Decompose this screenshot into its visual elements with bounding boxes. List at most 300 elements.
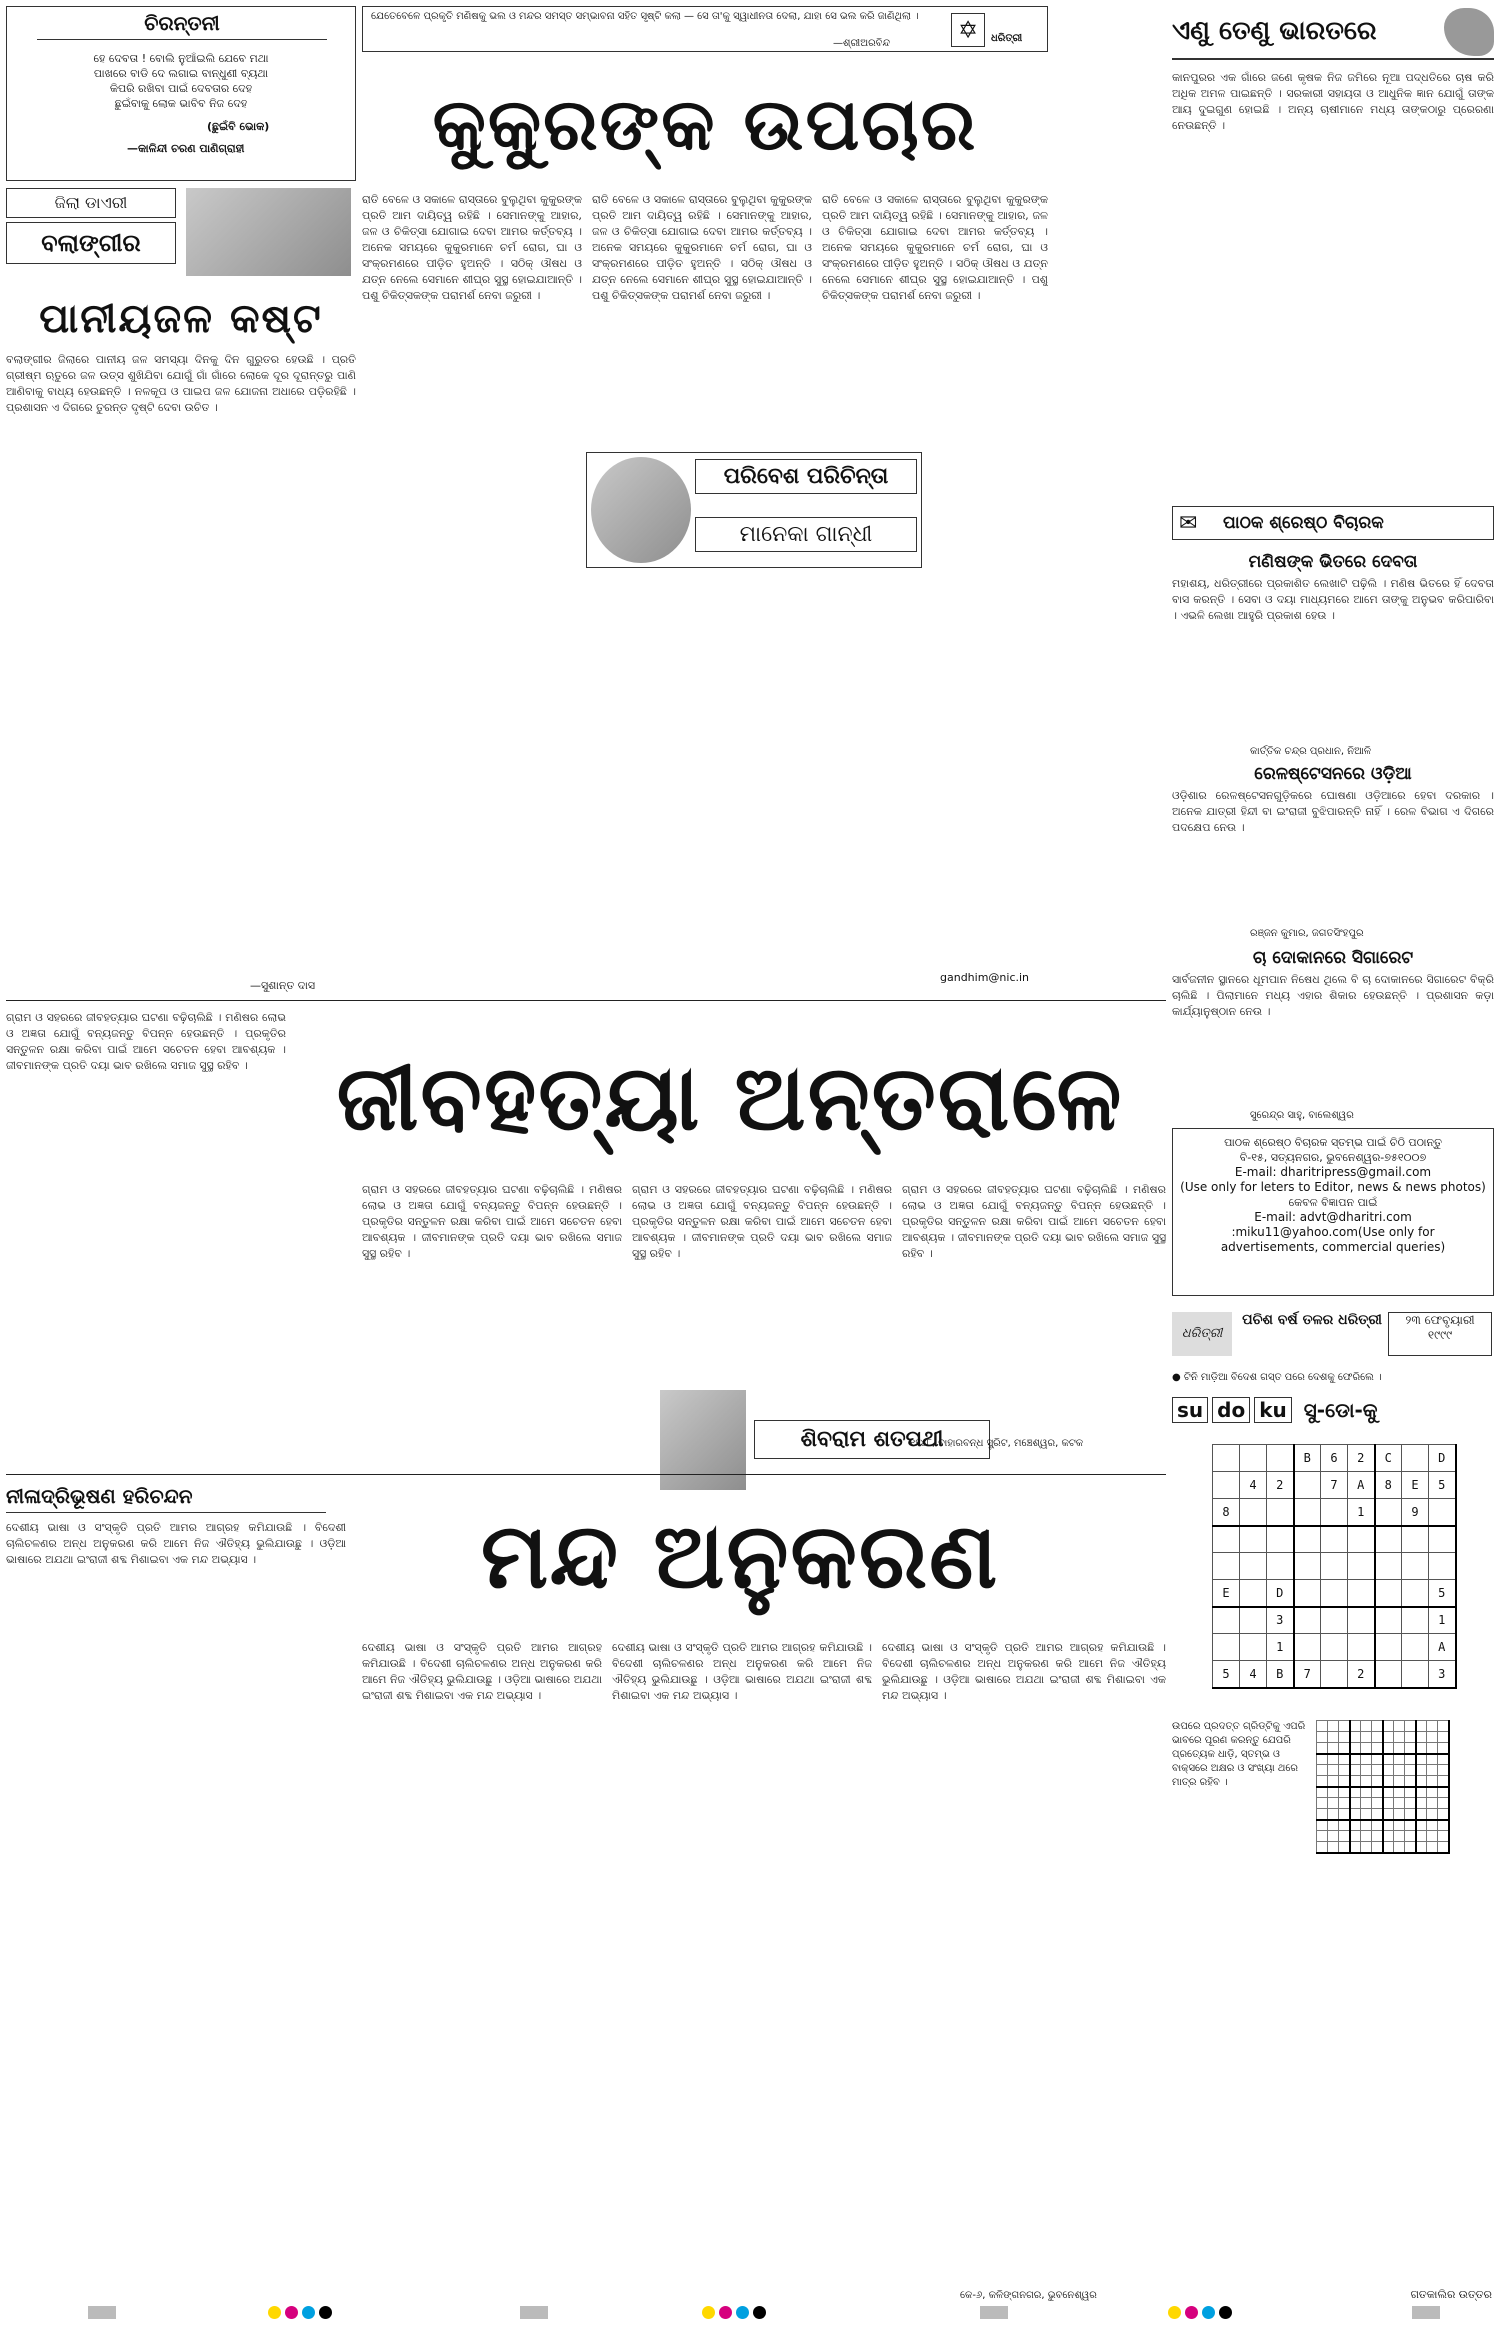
- author-photo: [591, 457, 691, 563]
- answer-cell: [1405, 1842, 1416, 1853]
- answer-cell: [1350, 1820, 1361, 1831]
- answer-cell: [1350, 1787, 1361, 1798]
- answer-cell: [1416, 1831, 1427, 1842]
- contact-line: କେବଳ ବିଜ୍ଞାପନ ପାଇଁ: [1288, 1196, 1378, 1209]
- readers-header-label: ପାଠକ ଶ୍ରେଷ୍ଠ ବିଚାରକ: [1223, 513, 1384, 533]
- sudoku-cell[interactable]: [1294, 1499, 1321, 1526]
- letter-byline: ରଞ୍ଜନ କୁମାର, ଜଗତସିଂହପୁର: [1250, 928, 1364, 939]
- star-logo-icon: ✡: [951, 13, 985, 47]
- answer-cell: [1427, 1820, 1438, 1831]
- answer-cell: [1361, 1732, 1372, 1743]
- sudoku-title-or: ସୁ-ଡୋ-କୁ: [1303, 1398, 1378, 1422]
- answer-cell: [1361, 1831, 1372, 1842]
- contact-email[interactable]: E-mail: advt@dharitri.com: [1254, 1210, 1412, 1224]
- answer-cell: [1350, 1798, 1361, 1809]
- answer-cell: [1361, 1754, 1372, 1765]
- answer-cell: [1405, 1765, 1416, 1776]
- answer-cell: [1339, 1820, 1350, 1831]
- sudoku-cell[interactable]: [1402, 1553, 1429, 1580]
- sudoku-cell[interactable]: [1348, 1634, 1375, 1661]
- answer-cell: [1427, 1732, 1438, 1743]
- sudoku-cell[interactable]: [1402, 1526, 1429, 1553]
- sudoku-cell[interactable]: 1: [1348, 1499, 1375, 1526]
- sudoku-cell[interactable]: [1267, 1499, 1294, 1526]
- answer-cell: [1416, 1765, 1427, 1776]
- sudoku-cell[interactable]: [1240, 1499, 1267, 1526]
- sudoku-cell[interactable]: [1375, 1634, 1402, 1661]
- sudoku-cell[interactable]: [1294, 1472, 1321, 1499]
- imitation-body: ଦେଶୀୟ ଭାଷା ଓ ସଂସ୍କୃତି ପ୍ରତି ଆମର ଆଗ୍ରହ କମିଯାଉଛି । ବିଦେଶୀ ଚାଲିଚଳଣର ଅନ୍ଧ ଅନୁକରଣ କରି ଆମେ ନିଜ ଐତିହ୍ୟ ଭୁଲିଯାଉଛୁ । ଓଡ଼ିଆ ଭାଷାରେ ଅଯଥା ଇଂରାଜୀ ଶବ୍ଦ ମିଶାଇବା ଏକ ମନ୍ଦ ଅଭ୍ୟାସ ।: [6, 1521, 346, 1566]
- imitation-body: ଦେଶୀୟ ଭାଷା ଓ ସଂସ୍କୃତି ପ୍ରତି ଆମର ଆଗ୍ରହ କମିଯାଉଛି । ବିଦେଶୀ ଚାଲିଚଳଣର ଅନ୍ଧ ଅନୁକରଣ କରି ଆମେ ନିଜ ଐତିହ୍ୟ ଭୁଲିଯାଉଛୁ । ଓଡ଼ିଆ ଭାଷାରେ ଅଯଥା ଇଂରାଜୀ ଶବ୍ଦ ମିଶାଇବା ଏକ ମନ୍ଦ ଅଭ୍ୟାସ ।: [882, 1641, 1166, 1702]
- answer-cell: [1339, 1831, 1350, 1842]
- answer-cell: [1328, 1820, 1339, 1831]
- sudoku-cell[interactable]: [1240, 1634, 1267, 1661]
- answer-cell: [1383, 1809, 1394, 1820]
- chirantani-author: —କାଳିନ୍ଦୀ ଚରଣ ପାଣିଗ୍ରାହୀ: [127, 142, 245, 155]
- answer-cell: [1438, 1809, 1449, 1820]
- sudoku-cell[interactable]: [1321, 1607, 1348, 1634]
- answer-cell: [1317, 1721, 1328, 1732]
- sudoku-cell[interactable]: [1321, 1634, 1348, 1661]
- sudoku-cell[interactable]: [1213, 1472, 1240, 1499]
- dog-article-body-mid: ରାତି ବେଳେ ଓ ସକାଳେ ରାସ୍ତାରେ ବୁଲୁଥିବା କୁକୁରଙ୍କ ପ୍ରତି ଆମ ଦାୟିତ୍ୱ ରହିଛି । ସେମାନଙ୍କୁ ଆହାର, ଜଳ ଓ ଚିକିତ୍ସା ଯୋଗାଇ ଦେବା ଆମର କର୍ତ୍ତବ୍ୟ । ଅନେକ ସମୟରେ କୁକୁରମାନେ ଚର୍ମ ରୋଗ, ଘା ଓ ସଂକ୍ରମଣରେ ପୀଡ଼ିତ ହୁଅନ୍ତି । ସଠିକ୍ ଔଷଧ ଓ ଯତ୍ନ ନେଲେ ସେମାନେ ଶୀଘ୍ର ସୁସ୍ଥ ହୋଇଯାଆନ୍ତି । ପଶୁ ଚିକିତ୍ସକଙ୍କ ପରାମର୍ଶ ନେବା ଜରୁରୀ ।: [592, 193, 812, 302]
- imitation-article-title: ମନ୍ଦ ଅନୁକରଣ: [480, 1504, 1000, 1609]
- answer-cell: [1416, 1721, 1427, 1732]
- sudoku-cell[interactable]: [1375, 1526, 1402, 1553]
- answer-cell: [1405, 1743, 1416, 1754]
- answer-cell: [1394, 1820, 1405, 1831]
- answer-cell: [1350, 1776, 1361, 1787]
- sudoku-cell[interactable]: [1375, 1661, 1402, 1688]
- archive-title: ପଚିଶ ବର୍ଷ ତଳର ଧରିତ୍ରୀ: [1242, 1312, 1382, 1328]
- answer-cell: [1427, 1831, 1438, 1842]
- answer-cell: [1339, 1765, 1350, 1776]
- answer-cell: [1427, 1776, 1438, 1787]
- answer-cell: [1317, 1754, 1328, 1765]
- sudoku-cell[interactable]: 5: [1429, 1580, 1456, 1607]
- sudoku-cell[interactable]: [1267, 1445, 1294, 1472]
- answer-cell: [1328, 1787, 1339, 1798]
- answer-cell: [1328, 1842, 1339, 1853]
- sudoku-cell[interactable]: [1348, 1526, 1375, 1553]
- sudoku-cell[interactable]: [1402, 1634, 1429, 1661]
- answer-cell: [1328, 1809, 1339, 1820]
- sudoku-cell[interactable]: 7: [1321, 1472, 1348, 1499]
- letter-body: ଓଡ଼ିଶାର ରେଳଷ୍ଟେସନଗୁଡ଼ିକରେ ଘୋଷଣା ଓଡ଼ିଆରେ ହେବା ଦରକାର । ଅନେକ ଯାତ୍ରୀ ହିନ୍ଦୀ ବା ଇଂରାଜୀ ବୁଝିପାରନ୍ତି ନାହିଁ । ରେଳ ବିଭାଗ ଏ ଦିଗରେ ପଦକ୍ଷେପ ନେଉ ।: [1172, 789, 1494, 834]
- print-mark: [520, 2306, 548, 2319]
- sudoku-cell[interactable]: [1294, 1634, 1321, 1661]
- answer-cell: [1361, 1765, 1372, 1776]
- column-label: ପରିବେଶ ପରିଚିନ୍ତା: [695, 459, 917, 494]
- answer-cell: [1394, 1732, 1405, 1743]
- color-registration-mark: [268, 2306, 332, 2319]
- answer-cell: [1383, 1842, 1394, 1853]
- sudoku-cell[interactable]: E: [1213, 1580, 1240, 1607]
- answer-cell: [1438, 1732, 1449, 1743]
- answer-cell: [1394, 1765, 1405, 1776]
- answer-cell: [1339, 1743, 1350, 1754]
- life-article-byline: ୧୨୪୮, ବାହାରବନ୍ଧ ସ୍ଟ୍ରିଟ, ମଞ୍ଚେଶ୍ୱର, କଟକ: [910, 1438, 1084, 1449]
- answer-cell: [1427, 1787, 1438, 1798]
- answer-cell: [1405, 1787, 1416, 1798]
- answer-cell: [1405, 1831, 1416, 1842]
- national-news-title: ଏଣୁ ତେଣୁ ଭାରତରେ: [1172, 16, 1377, 46]
- sudoku-cell[interactable]: [1321, 1580, 1348, 1607]
- sudoku-cell[interactable]: E: [1402, 1472, 1429, 1499]
- sudoku-title-part: su: [1172, 1397, 1208, 1423]
- sudoku-cell[interactable]: [1402, 1445, 1429, 1472]
- answer-cell: [1383, 1765, 1394, 1776]
- answer-cell: [1361, 1787, 1372, 1798]
- answer-cell: [1438, 1776, 1449, 1787]
- letter-title: ମଣିଷଙ୍କ ଭିତରେ ଦେବତା: [1248, 552, 1418, 572]
- sudoku-cell[interactable]: [1213, 1634, 1240, 1661]
- water-article-title: ପାନୀୟଜଳ କଷ୍ଟ: [39, 296, 323, 342]
- answer-cell: [1328, 1754, 1339, 1765]
- answer-cell: [1350, 1754, 1361, 1765]
- answer-cell: [1372, 1754, 1383, 1765]
- answer-cell: [1350, 1765, 1361, 1776]
- answer-cell: [1427, 1842, 1438, 1853]
- answer-cell: [1427, 1765, 1438, 1776]
- letter-body: ସାର୍ବଜନୀନ ସ୍ଥାନରେ ଧୂମପାନ ନିଷେଧ ଥିଲେ ବି ଚା ଦୋକାନରେ ସିଗାରେଟ ବିକ୍ରି ଚାଲିଛି । ପିଲାମାନେ ମଧ୍ୟ ଏହାର ଶିକାର ହେଉଛନ୍ତି । ପ୍ରଶାସନ କଡ଼ା କାର୍ଯ୍ୟାନୁଷ୍ଠାନ ନେଉ ।: [1172, 973, 1494, 1018]
- answer-cell: [1372, 1787, 1383, 1798]
- contact-box: [1172, 1128, 1494, 1296]
- answer-cell: [1427, 1809, 1438, 1820]
- sudoku-cell[interactable]: 4: [1240, 1472, 1267, 1499]
- answer-cell: [1328, 1798, 1339, 1809]
- district-photo: [186, 188, 351, 276]
- answer-cell: [1394, 1798, 1405, 1809]
- sudoku-cell[interactable]: [1348, 1607, 1375, 1634]
- sudoku-cell[interactable]: [1348, 1580, 1375, 1607]
- sudoku-cell[interactable]: 8: [1213, 1499, 1240, 1526]
- answer-cell: [1427, 1721, 1438, 1732]
- answer-cell: [1339, 1809, 1350, 1820]
- answer-cell: [1328, 1732, 1339, 1743]
- sudoku-cell[interactable]: [1429, 1526, 1456, 1553]
- answer-cell: [1317, 1787, 1328, 1798]
- answer-cell: [1372, 1765, 1383, 1776]
- sudoku-title-part: ku: [1254, 1397, 1292, 1423]
- sudoku-cell[interactable]: [1240, 1526, 1267, 1553]
- life-article-title: ଜୀବହତ୍ୟା ଅନ୍ତରାଳେ: [336, 1046, 1124, 1151]
- sudoku-cell[interactable]: 8: [1375, 1472, 1402, 1499]
- sudoku-cell[interactable]: [1240, 1607, 1267, 1634]
- life-article-body: ଗ୍ରାମ ଓ ସହରରେ ଜୀବହତ୍ୟାର ଘଟଣା ବଢ଼ିଚାଲିଛି । ମଣିଷର ଲୋଭ ଓ ଅଜ୍ଞତା ଯୋଗୁଁ ବନ୍ୟଜନ୍ତୁ ବିପନ୍ନ ହେଉଛନ୍ତି । ପ୍ରକୃତିର ସନ୍ତୁଳନ ରକ୍ଷା କରିବା ପାଇଁ ଆମେ ସଚେତନ ହେବା ଆବଶ୍ୟକ । ଜୀବମାନଙ୍କ ପ୍ରତି ଦୟା ଭାବ ରଖିଲେ ସମାଜ ସୁସ୍ଥ ରହିବ ।: [902, 1183, 1166, 1260]
- sudoku-cell[interactable]: [1321, 1526, 1348, 1553]
- sudoku-cell[interactable]: 5: [1429, 1472, 1456, 1499]
- answer-cell: [1416, 1743, 1427, 1754]
- sudoku-cell[interactable]: [1402, 1580, 1429, 1607]
- sudoku-cell[interactable]: 2: [1267, 1472, 1294, 1499]
- answer-cell: [1394, 1787, 1405, 1798]
- chirantani-box: [6, 6, 356, 181]
- archive-box: [1172, 1302, 1494, 1366]
- answer-cell: [1339, 1798, 1350, 1809]
- author-name: ମାନେକା ଗାନ୍ଧୀ: [695, 517, 917, 552]
- sudoku-answer-grid: [1316, 1720, 1450, 1854]
- answer-cell: [1339, 1732, 1350, 1743]
- sudoku-cell[interactable]: D: [1429, 1445, 1456, 1472]
- sudoku-cell[interactable]: [1348, 1553, 1375, 1580]
- sudoku-cell[interactable]: [1294, 1607, 1321, 1634]
- answer-cell: [1317, 1842, 1328, 1853]
- answer-cell: [1350, 1809, 1361, 1820]
- dog-article-body-left: ରାତି ବେଳେ ଓ ସକାଳେ ରାସ୍ତାରେ ବୁଲୁଥିବା କୁକୁରଙ୍କ ପ୍ରତି ଆମ ଦାୟିତ୍ୱ ରହିଛି । ସେମାନଙ୍କୁ ଆହାର, ଜଳ ଓ ଚିକିତ୍ସା ଯୋଗାଇ ଦେବା ଆମର କର୍ତ୍ତବ୍ୟ । ଅନେକ ସମୟରେ କୁକୁରମାନେ ଚର୍ମ ରୋଗ, ଘା ଓ ସଂକ୍ରମଣରେ ପୀଡ଼ିତ ହୁଅନ୍ତି । ସଠିକ୍ ଔଷଧ ଓ ଯତ୍ନ ନେଲେ ସେମାନେ ଶୀଘ୍ର ସୁସ୍ଥ ହୋଇଯାଆନ୍ତି । ପଶୁ ଚିକିତ୍ସକଙ୍କ ପରାମର୍ଶ ନେବା ଜରୁରୀ ।: [362, 193, 582, 302]
- answer-cell: [1361, 1776, 1372, 1787]
- chirantani-title: ଚିରନ୍ତନୀ: [37, 11, 327, 40]
- contact-note: advertisements, commercial queries): [1220, 1240, 1446, 1254]
- dog-article-body-right: ରାତି ବେଳେ ଓ ସକାଳେ ରାସ୍ତାରେ ବୁଲୁଥିବା କୁକୁରଙ୍କ ପ୍ରତି ଆମ ଦାୟିତ୍ୱ ରହିଛି । ସେମାନଙ୍କୁ ଆହାର, ଜଳ ଓ ଚିକିତ୍ସା ଯୋଗାଇ ଦେବା ଆମର କର୍ତ୍ତବ୍ୟ । ଅନେକ ସମୟରେ କୁକୁରମାନେ ଚର୍ମ ରୋଗ, ଘା ଓ ସଂକ୍ରମଣରେ ପୀଡ଼ିତ ହୁଅନ୍ତି । ସଠିକ୍ ଔଷଧ ଓ ଯତ୍ନ ନେଲେ ସେମାନେ ଶୀଘ୍ର ସୁସ୍ଥ ହୋଇଯାଆନ୍ତି । ପଶୁ ଚିକିତ୍ସକଙ୍କ ପରାମର୍ଶ ନେବା ଜରୁରୀ ।: [822, 193, 1048, 302]
- answer-cell: [1416, 1809, 1427, 1820]
- answer-cell: [1416, 1798, 1427, 1809]
- answer-cell: [1416, 1754, 1427, 1765]
- answer-cell: [1394, 1754, 1405, 1765]
- archive-label: ଧରିତ୍ରୀ: [1172, 1312, 1232, 1356]
- answer-cell: [1328, 1776, 1339, 1787]
- answer-cell: [1317, 1776, 1328, 1787]
- sudoku-cell[interactable]: [1294, 1553, 1321, 1580]
- answer-cell: [1394, 1842, 1405, 1853]
- readers-header: [1172, 506, 1494, 540]
- answer-cell: [1383, 1721, 1394, 1732]
- india-map-icon: [1444, 8, 1494, 56]
- contact-line: ବି-୧୫, ସତ୍ୟନଗର, ଭୁବନେଶ୍ୱର-୭୫୧୦୦୭: [1239, 1151, 1427, 1164]
- answer-cell: [1405, 1754, 1416, 1765]
- sudoku-cell[interactable]: 4: [1240, 1661, 1267, 1688]
- answer-cell: [1405, 1776, 1416, 1787]
- life-article-body-left: ଗ୍ରାମ ଓ ସହରରେ ଜୀବହତ୍ୟାର ଘଟଣା ବଢ଼ିଚାଲିଛି । ମଣିଷର ଲୋଭ ଓ ଅଜ୍ଞତା ଯୋଗୁଁ ବନ୍ୟଜନ୍ତୁ ବିପନ୍ନ ହେଉଛନ୍ତି । ପ୍ରକୃତିର ସନ୍ତୁଳନ ରକ୍ଷା କରିବା ପାଇଁ ଆମେ ସଚେତନ ହେବା ଆବଶ୍ୟକ । ଜୀବମାନଙ୍କ ପ୍ରତି ଦୟା ଭାବ ରଖିଲେ ସମାଜ ସୁସ୍ଥ ରହିବ ।: [6, 1011, 286, 1072]
- answer-cell: [1394, 1831, 1405, 1842]
- archive-year: ୧୯୯୯: [1427, 1328, 1453, 1342]
- sudoku-cell[interactable]: 1: [1267, 1634, 1294, 1661]
- answer-cell: [1427, 1743, 1438, 1754]
- sudoku-cell[interactable]: [1375, 1499, 1402, 1526]
- dog-author-email[interactable]: gandhim@nic.in: [940, 971, 1030, 984]
- chirantani-line: କିପରି ରଖିବା ପାଇଁ ଦେବତାର ଦେହ: [109, 82, 253, 95]
- sudoku-cell[interactable]: [1321, 1661, 1348, 1688]
- envelope-icon: ✉: [1179, 511, 1198, 536]
- sudoku-cell[interactable]: C: [1375, 1445, 1402, 1472]
- answer-cell: [1328, 1765, 1339, 1776]
- archive-item: ● ଟିନି ମାଡ଼ିଆ ବିଦେଶ ଗସ୍ତ ପରେ ଦେଶକୁ ଫେରିଲେ ।: [1172, 1372, 1382, 1383]
- archive-date: ୨୩ ଫେବୃୟାରୀ: [1405, 1313, 1475, 1327]
- sudoku-cell[interactable]: B: [1267, 1661, 1294, 1688]
- sudoku-cell[interactable]: 3: [1267, 1607, 1294, 1634]
- answer-cell: [1372, 1820, 1383, 1831]
- answer-cell: [1372, 1743, 1383, 1754]
- print-mark: [980, 2306, 1008, 2319]
- sudoku-cell[interactable]: [1402, 1607, 1429, 1634]
- print-mark: [88, 2306, 116, 2319]
- answer-cell: [1394, 1721, 1405, 1732]
- answer-cell: [1372, 1776, 1383, 1787]
- answer-cell: [1438, 1721, 1449, 1732]
- sudoku-cell[interactable]: [1213, 1607, 1240, 1634]
- answer-cell: [1317, 1809, 1328, 1820]
- contact-email[interactable]: E-mail: dharitripress@gmail.com: [1234, 1165, 1432, 1179]
- color-registration-mark: [702, 2306, 766, 2319]
- chirantani-note: (ଛୁଇଁବି ଭୋକ): [207, 120, 270, 133]
- answer-cell: [1383, 1732, 1394, 1743]
- answer-cell: [1339, 1721, 1350, 1732]
- sudoku-cell[interactable]: [1429, 1553, 1456, 1580]
- answer-cell: [1383, 1743, 1394, 1754]
- sudoku-cell[interactable]: [1267, 1526, 1294, 1553]
- column-label-box: [586, 452, 922, 568]
- water-article-byline: —ସୁଶାନ୍ତ ଦାସ: [250, 979, 316, 992]
- answer-cell: [1416, 1732, 1427, 1743]
- sudoku-cell[interactable]: 5: [1213, 1661, 1240, 1688]
- sudoku-cell[interactable]: [1375, 1580, 1402, 1607]
- sudoku-title-part: do: [1212, 1397, 1250, 1423]
- letter-byline: ସୁରେନ୍ଦ୍ର ସାହୁ, ବାଲେଶ୍ୱର: [1250, 1110, 1354, 1121]
- letter-title: ରେଳଷ୍ଟେସନରେ ଓଡ଼ିଆ: [1254, 764, 1412, 784]
- answer-cell: [1405, 1820, 1416, 1831]
- contact-email[interactable]: :miku11@yahoo.com(Use only for: [1231, 1225, 1435, 1239]
- answer-cell: [1405, 1721, 1416, 1732]
- contact-note: (Use only for leters to Editor, news & news photos): [1180, 1180, 1486, 1194]
- masthead-quote-author: —ଶ୍ରୀଅରବିନ୍ଦ: [833, 38, 891, 49]
- sudoku-cell[interactable]: B: [1294, 1445, 1321, 1472]
- sudoku-cell[interactable]: [1402, 1661, 1429, 1688]
- answer-cell: [1383, 1787, 1394, 1798]
- letter-title: ଚା ଦୋକାନରେ ସିଗାରେଟ: [1252, 948, 1414, 968]
- answer-cell: [1383, 1754, 1394, 1765]
- sudoku-cell[interactable]: [1375, 1553, 1402, 1580]
- chirantani-line: ହେ ଦେବତା ! ବୋଲି ନୁଆଁଇଲି ଯେବେ ମଥା: [93, 52, 269, 65]
- answer-cell: [1317, 1765, 1328, 1776]
- sudoku-cell[interactable]: D: [1267, 1580, 1294, 1607]
- district-diary-label: ଜିଲା ଡାଏରୀ: [6, 188, 176, 218]
- answer-cell: [1361, 1798, 1372, 1809]
- sudoku-cell[interactable]: [1321, 1553, 1348, 1580]
- imitation-body: ଦେଶୀୟ ଭାଷା ଓ ସଂସ୍କୃତି ପ୍ରତି ଆମର ଆଗ୍ରହ କମିଯାଉଛି । ବିଦେଶୀ ଚାଲିଚଳଣର ଅନ୍ଧ ଅନୁକରଣ କରି ଆମେ ନିଜ ଐତିହ୍ୟ ଭୁଲିଯାଉଛୁ । ଓଡ଼ିଆ ଭାଷାରେ ଅଯଥା ଇଂରାଜୀ ଶବ୍ଦ ମିଶାଇବା ଏକ ମନ୍ଦ ଅଭ୍ୟାସ ।: [362, 1641, 602, 1702]
- answer-cell: [1339, 1842, 1350, 1853]
- answer-cell: [1394, 1809, 1405, 1820]
- sudoku-cell[interactable]: 1: [1429, 1607, 1456, 1634]
- answer-cell: [1350, 1842, 1361, 1853]
- answer-cell: [1438, 1842, 1449, 1853]
- sudoku-cell[interactable]: [1240, 1445, 1267, 1472]
- answer-cell: [1317, 1820, 1328, 1831]
- answer-cell: [1317, 1732, 1328, 1743]
- dog-article-title: କୁକୁରଙ୍କ ଉପଚାର: [432, 82, 978, 166]
- answer-cell: [1317, 1798, 1328, 1809]
- sudoku-cell[interactable]: 3: [1429, 1661, 1456, 1688]
- answer-cell: [1328, 1831, 1339, 1842]
- answer-cell: [1416, 1787, 1427, 1798]
- answer-cell: [1438, 1798, 1449, 1809]
- answer-cell: [1438, 1787, 1449, 1798]
- sudoku-cell[interactable]: 2: [1348, 1661, 1375, 1688]
- answer-cell: [1350, 1721, 1361, 1732]
- sudoku-cell[interactable]: 6: [1321, 1445, 1348, 1472]
- answer-cell: [1372, 1809, 1383, 1820]
- answer-cell: [1405, 1732, 1416, 1743]
- life-author-name: ଶିବରାମ ଶତପଥୀ: [754, 1420, 990, 1459]
- print-mark: [1412, 2306, 1440, 2319]
- water-article-body: ବଲାଙ୍ଗୀର ଜିଲାରେ ପାନୀୟ ଜଳ ସମସ୍ୟା ଦିନକୁ ଦିନ ଗୁରୁତର ହେଉଛି । ପ୍ରତି ଗ୍ରୀଷ୍ମ ଋତୁରେ ଜଳ ଉତ୍ସ ଶୁଖିଯିବା ଯୋଗୁଁ ଗାଁ ଗାଁରେ ଲୋକେ ଦୂର ଦୂରାନ୍ତରୁ ପାଣି ଆଣିବାକୁ ବାଧ୍ୟ ହେଉଛନ୍ତି । ନଳକୂପ ଓ ପାଇପ ଜଳ ଯୋଜନା ଅଧାରେ ପଡ଼ିରହିଛି । ପ୍ରଶାସନ ଏ ଦିଗରେ ତୁରନ୍ତ ଦୃଷ୍ଟି ଦେବା ଉଚିତ ।: [6, 353, 356, 414]
- answer-cell: [1361, 1743, 1372, 1754]
- life-article-body: ଗ୍ରାମ ଓ ସହରରେ ଜୀବହତ୍ୟାର ଘଟଣା ବଢ଼ିଚାଲିଛି । ମଣିଷର ଲୋଭ ଓ ଅଜ୍ଞତା ଯୋଗୁଁ ବନ୍ୟଜନ୍ତୁ ବିପନ୍ନ ହେଉଛନ୍ତି । ପ୍ରକୃତିର ସନ୍ତୁଳନ ରକ୍ଷା କରିବା ପାଇଁ ଆମେ ସଚେତନ ହେବା ଆବଶ୍ୟକ । ଜୀବମାନଙ୍କ ପ୍ରତି ଦୟା ଭାବ ରଖିଲେ ସମାଜ ସୁସ୍ଥ ରହିବ ।: [362, 1183, 622, 1260]
- sudoku-cell[interactable]: A: [1429, 1634, 1456, 1661]
- sudoku-cell[interactable]: [1213, 1445, 1240, 1472]
- imitation-label: ନୀଳାଦ୍ରିଭୂଷଣ ହରିଚନ୍ଦନ: [6, 1484, 326, 1513]
- sudoku-cell[interactable]: 7: [1294, 1661, 1321, 1688]
- answer-cell: [1405, 1798, 1416, 1809]
- answer-cell: [1339, 1754, 1350, 1765]
- sudoku-cell[interactable]: 9: [1402, 1499, 1429, 1526]
- district-name: ବଲାଙ୍ଗୀର: [6, 222, 176, 264]
- sudoku-cell[interactable]: [1213, 1526, 1240, 1553]
- sudoku-cell[interactable]: [1240, 1553, 1267, 1580]
- sudoku-cell[interactable]: [1240, 1580, 1267, 1607]
- answer-cell: [1361, 1809, 1372, 1820]
- life-article-body: ଗ୍ରାମ ଓ ସହରରେ ଜୀବହତ୍ୟାର ଘଟଣା ବଢ଼ିଚାଲିଛି । ମଣିଷର ଲୋଭ ଓ ଅଜ୍ଞତା ଯୋଗୁଁ ବନ୍ୟଜନ୍ତୁ ବିପନ୍ନ ହେଉଛନ୍ତି । ପ୍ରକୃତିର ସନ୍ତୁଳନ ରକ୍ଷା କରିବା ପାଇଁ ଆମେ ସଚେତନ ହେବା ଆବଶ୍ୟକ । ଜୀବମାନଙ୍କ ପ୍ରତି ଦୟା ଭାବ ରଖିଲେ ସମାଜ ସୁସ୍ଥ ରହିବ ।: [632, 1183, 892, 1260]
- answer-cell: [1350, 1831, 1361, 1842]
- imitation-byline: କେ-୬, କଳିଙ୍ଗନଗର, ଭୁବନେଶ୍ୱର: [960, 2290, 1097, 2301]
- color-registration-mark: [1168, 2306, 1232, 2319]
- masthead-logo-text: ଧରିତ୍ରୀ: [991, 33, 1023, 44]
- answer-cell: [1394, 1776, 1405, 1787]
- answer-cell: [1383, 1798, 1394, 1809]
- answer-cell: [1383, 1776, 1394, 1787]
- sudoku-cell[interactable]: [1375, 1607, 1402, 1634]
- imitation-body: ଦେଶୀୟ ଭାଷା ଓ ସଂସ୍କୃତି ପ୍ରତି ଆମର ଆଗ୍ରହ କମିଯାଉଛି । ବିଦେଶୀ ଚାଲିଚଳଣର ଅନ୍ଧ ଅନୁକରଣ କରି ଆମେ ନିଜ ଐତିହ୍ୟ ଭୁଲିଯାଉଛୁ । ଓଡ଼ିଆ ଭାଷାରେ ଅଯଥା ଇଂରାଜୀ ଶବ୍ଦ ମିଶାଇବା ଏକ ମନ୍ଦ ଅଭ୍ୟାସ ।: [612, 1641, 872, 1702]
- sudoku-cell[interactable]: A: [1348, 1472, 1375, 1499]
- sudoku-grid[interactable]: [1212, 1444, 1457, 1689]
- answer-cell: [1383, 1820, 1394, 1831]
- answer-cell: [1405, 1809, 1416, 1820]
- chirantani-line: ପାଖରେ ବାଡି ଦେ ଲଗାଇ ବାନ୍ଧୁଣୀ ବ୍ୟଥା: [93, 67, 269, 80]
- sudoku-cell[interactable]: [1429, 1499, 1456, 1526]
- answer-cell: [1438, 1754, 1449, 1765]
- answer-cell: [1416, 1820, 1427, 1831]
- sudoku-cell[interactable]: [1294, 1526, 1321, 1553]
- answer-cell: [1372, 1721, 1383, 1732]
- national-news-body: କାନପୁରର ଏକ ଗାଁରେ ଜଣେ କୃଷକ ନିଜ ଜମିରେ ନୂଆ ପଦ୍ଧତିରେ ଚାଷ କରି ଅଧିକ ଅମଳ ପାଇଛନ୍ତି । ସରକାରୀ ସହାୟତା ଓ ଆଧୁନିକ ଜ୍ଞାନ ଯୋଗୁଁ ତାଙ୍କ ଆୟ ଦୁଇଗୁଣ ହୋଇଛି । ଅନ୍ୟ ଚାଷୀମାନେ ମଧ୍ୟ ତାଙ୍କଠାରୁ ପ୍ରେରଣା ନେଉଛନ୍ତି ।: [1172, 71, 1494, 132]
- answer-cell: [1394, 1743, 1405, 1754]
- answer-cell: [1350, 1743, 1361, 1754]
- answer-cell: [1438, 1765, 1449, 1776]
- answer-cell: [1339, 1776, 1350, 1787]
- answer-cell: [1438, 1820, 1449, 1831]
- chirantani-line: ଛୁଇଁବାକୁ ଲୋକ ଭାବିବ ନିଜ ଦେହ: [114, 97, 248, 110]
- sudoku-cell[interactable]: [1294, 1580, 1321, 1607]
- answer-cell: [1328, 1743, 1339, 1754]
- answer-cell: [1427, 1754, 1438, 1765]
- answer-cell: [1317, 1743, 1328, 1754]
- life-author-photo: [660, 1390, 746, 1490]
- answer-cell: [1361, 1842, 1372, 1853]
- sudoku-cell[interactable]: [1267, 1553, 1294, 1580]
- sudoku-cell[interactable]: [1213, 1553, 1240, 1580]
- masthead-quote-box: [362, 6, 1048, 52]
- sudoku-header: [1172, 1390, 1494, 1430]
- masthead-quote-text: ଯେତେବେଳେ ପ୍ରକୃତି ମଣିଷକୁ ଭଲ ଓ ମନ୍ଦର ସମସ୍ତ ସମ୍ଭାବନା ସହିତ ସୃଷ୍ଟି କଲା — ସେ ତା'କୁ ସ୍ୱାଧୀନତା ଦେଲା, ଯାହା ସେ ଭଲ କରି ଜାଣିଥିଲା ।: [371, 11, 919, 22]
- answer-cell: [1372, 1732, 1383, 1743]
- answer-cell: [1416, 1842, 1427, 1853]
- answer-cell: [1328, 1721, 1339, 1732]
- sudoku-cell[interactable]: 2: [1348, 1445, 1375, 1472]
- answer-cell: [1372, 1798, 1383, 1809]
- letter-body: ମହାଶୟ, ଧରିତ୍ରୀରେ ପ୍ରକାଶିତ ଲେଖାଟି ପଢ଼ିଲି । ମଣିଷ ଭିତରେ ହିଁ ଦେବତା ବାସ କରନ୍ତି । ସେବା ଓ ଦୟା ମାଧ୍ୟମରେ ଆମେ ତାଙ୍କୁ ଅନୁଭବ କରିପାରିବା । ଏଭଳି ଲେଖା ଆହୁରି ପ୍ରକାଶ ହେଉ ।: [1172, 577, 1494, 622]
- sudoku-cell[interactable]: [1321, 1499, 1348, 1526]
- answer-cell: [1339, 1787, 1350, 1798]
- sudoku-instructions: ଉପରେ ପ୍ରଦତ୍ତ ଗ୍ରିଡ୍‌ଟିକୁ ଏପରି ଭାବରେ ପୂରଣ କରନ୍ତୁ ଯେପରି ପ୍ରତ୍ୟେକ ଧାଡ଼ି, ସ୍ତମ୍ଭ ଓ ବାକ୍ସରେ ଅକ୍ଷର ଓ ସଂଖ୍ୟା ଥରେ ମାତ୍ର ରହିବ ।: [1172, 1721, 1306, 1788]
